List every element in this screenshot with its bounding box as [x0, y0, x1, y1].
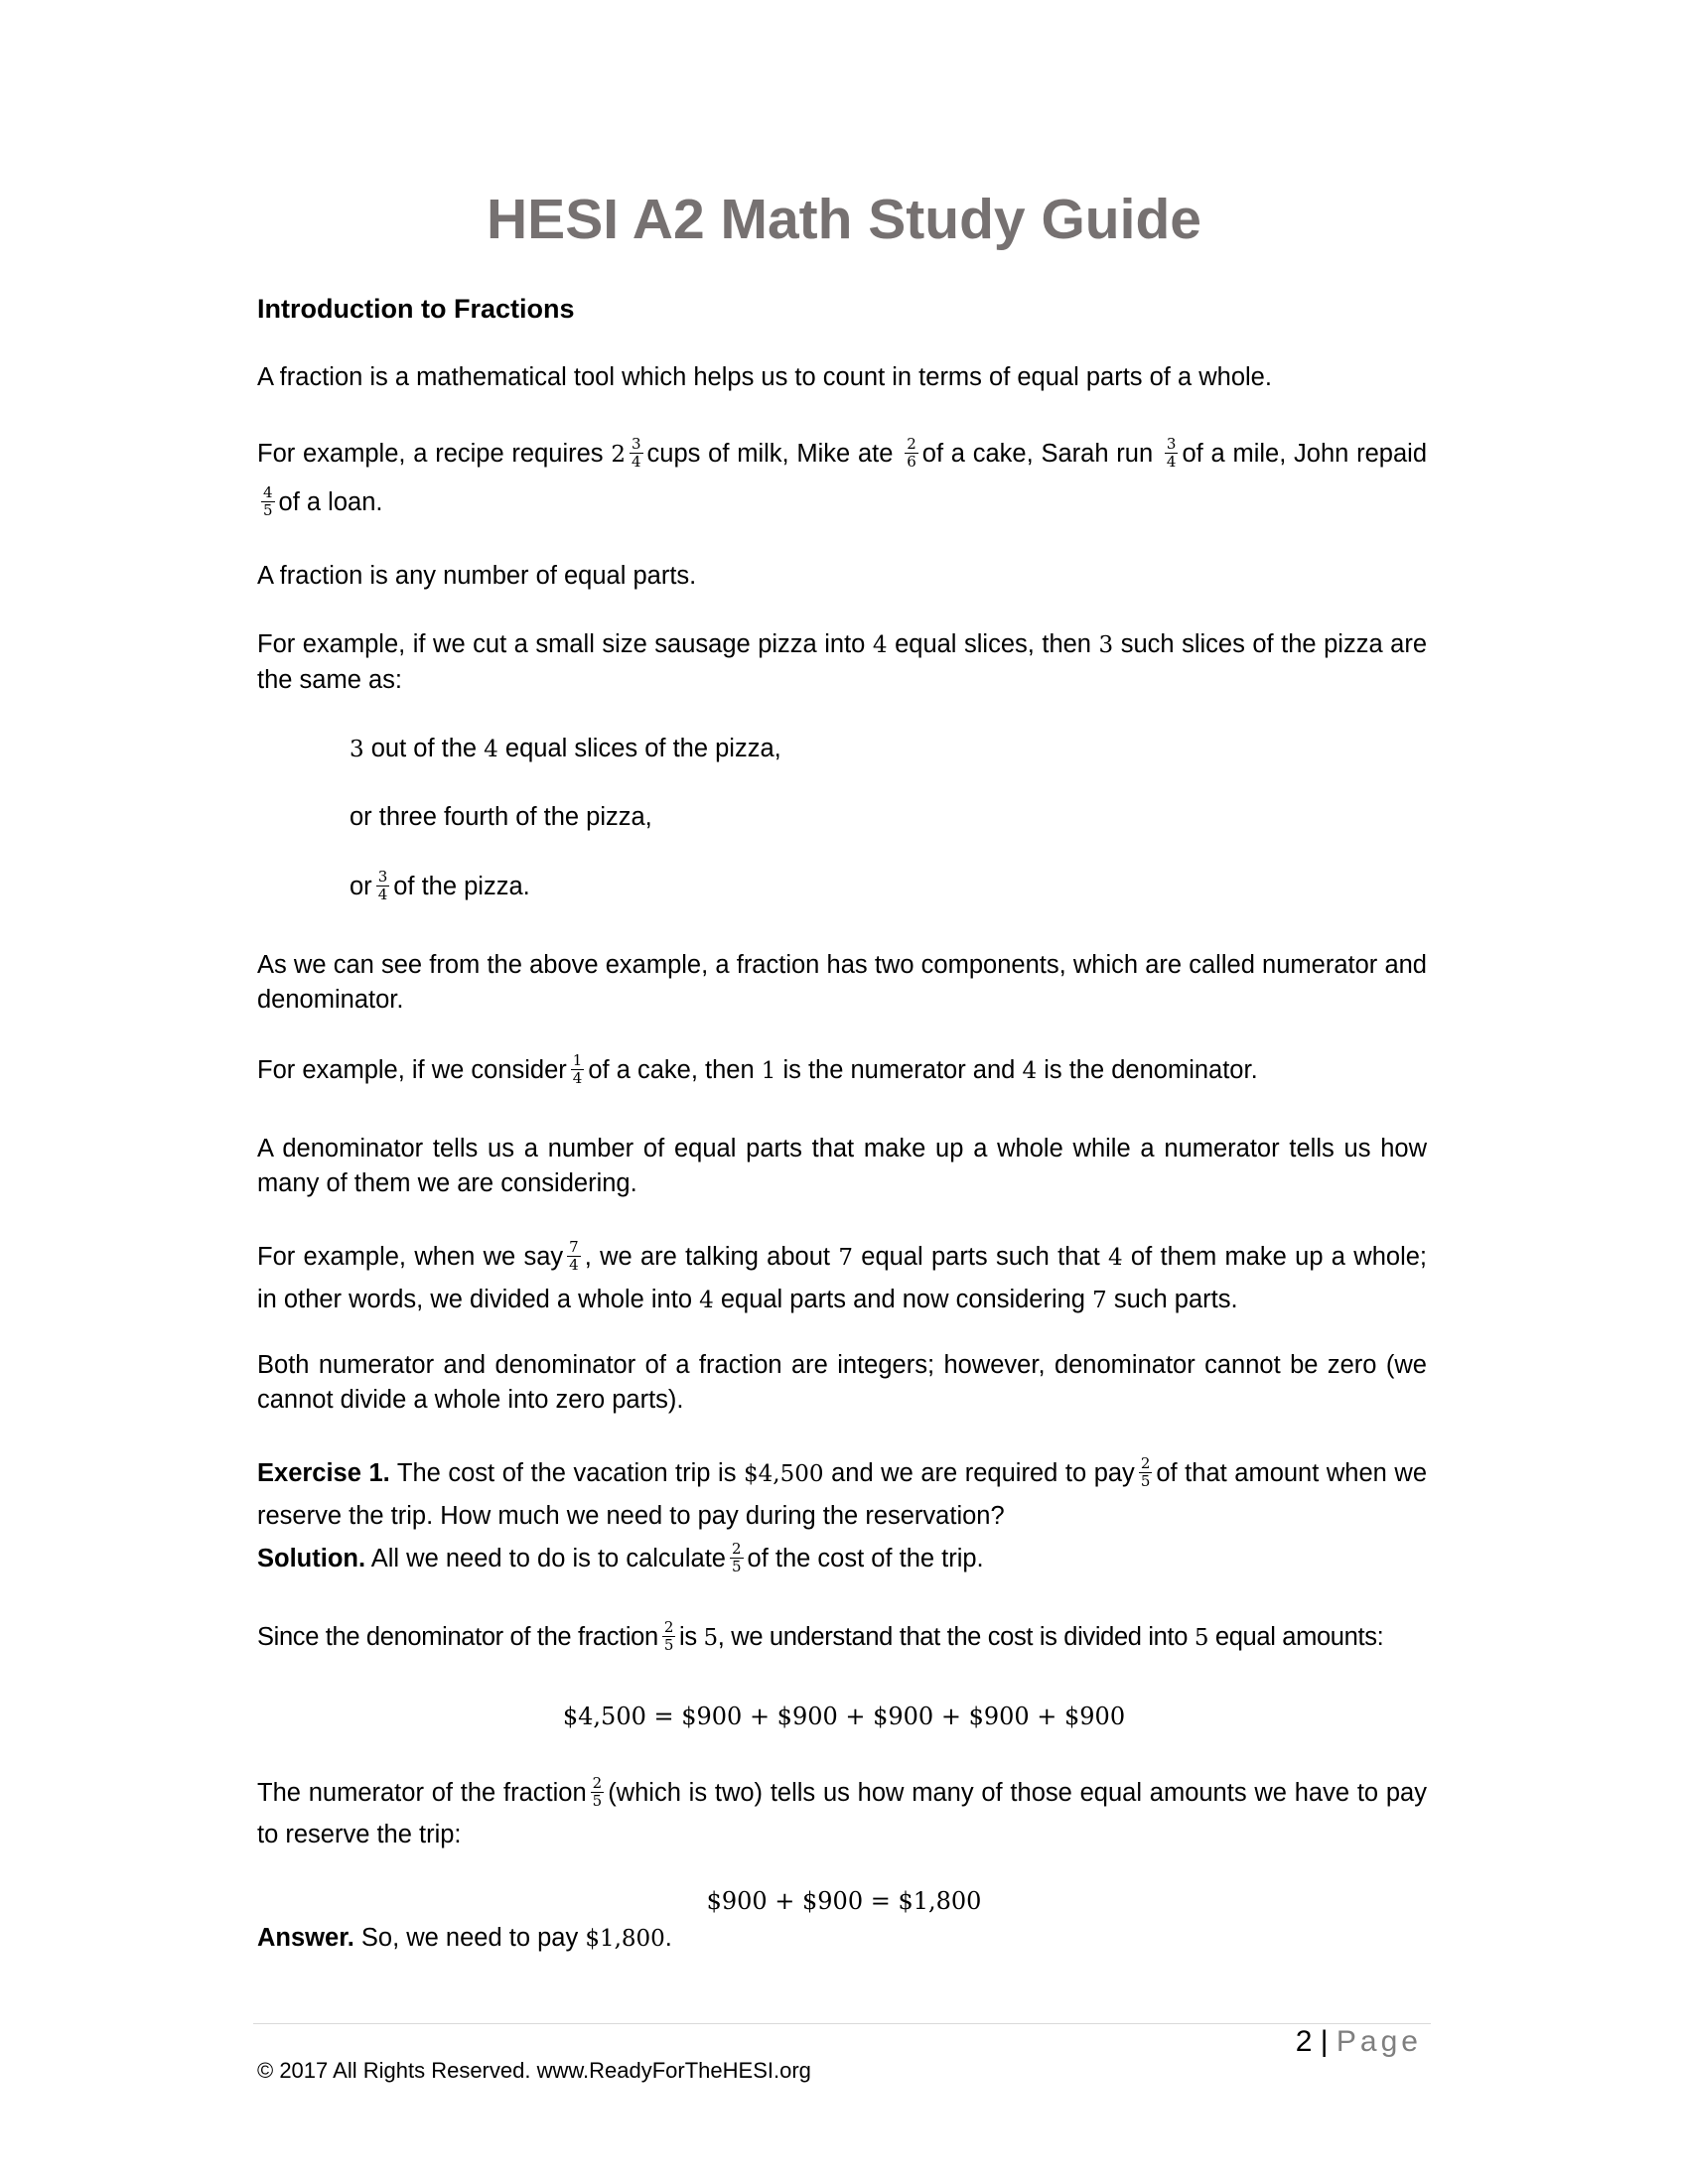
list-item: 3 out of the 4 equal slices of the pizza, [350, 735, 781, 762]
list-item: or three fourth of the pizza, [350, 803, 652, 831]
page-number: 2 | Page [1295, 2025, 1422, 2058]
equation-split: $4,500 = $900 + $900 + $900 + $900 + $900 [562, 1703, 1126, 1730]
fraction: $\frac{1}{4}$ [572, 1050, 583, 1087]
fraction: $\frac{2}{6}$ [907, 434, 916, 471]
paragraph-numerator-pay: The numerator of the fraction $\frac{2}{5}$ (which is two) tells us how many of those equal amounts we have to pay to reserve the trip: [257, 1773, 1427, 1848]
section-heading: Introduction to Fractions [257, 294, 575, 324]
paragraph-cake-example: For example, if we consider $\frac{1}{4}$ of a cake, then 1 is the numerator and 4 is the denominator. [257, 1050, 1258, 1087]
solution: Solution. All we need to do is to calculate $\frac{2}{5}$ of the cost of the trip. [257, 1539, 984, 1575]
paragraph-pizza-example: For example, if we cut a small size sausage pizza into 4 equal slices, then 3 such slices of the pizza are the same as: [257, 630, 1428, 694]
list-item: or $\frac{3}{4}$ of the pizza. [350, 867, 530, 903]
paragraph-definition: A fraction is a mathematical tool which helps us to count in terms of equal parts of a whole. [257, 363, 1272, 391]
fraction: $\frac{2}{5}$ [592, 1773, 603, 1810]
fraction: $\frac{2}{5}$ [1140, 1453, 1151, 1490]
paragraph-examples: For example, a recipe requires 2 $\frac{3}{4}$ cups of milk, Mike ate $\frac{2}{6}$ of a cake, Sarah run $\frac{3}{4}$ of a mile, John repaid $\frac{4}{5}$ of a loan. [257, 434, 1428, 519]
paragraph-divide-five: Since the denominator of the fraction $\frac{2}{5}$ is 5, we understand that the cost is divided into 5 equal amounts: [257, 1617, 1384, 1654]
fraction: $\frac{3}{4}$ [631, 434, 641, 471]
paragraph-seven-fourths: For example, when we say $\frac{7}{4}$ , we are talking about 7 equal parts such that 4 of them make up a whole; in other words, we divided a whole into 4 equal parts and now considering 7 such parts. [257, 1237, 1428, 1313]
fraction: $\frac{4}{5}$ [263, 482, 273, 519]
fraction: $\frac{2}{5}$ [663, 1617, 674, 1654]
footer-divider [253, 2023, 1431, 2024]
paragraph-denominator: A denominator tells us a number of equal parts that make up a whole while a numerator tells us how many of them we are considering. [257, 1135, 1427, 1197]
fraction: $\frac{2}{5}$ [731, 1539, 742, 1575]
paragraph-components: As we can see from the above example, a fraction has two components, which are called numerator and denominator. [257, 951, 1427, 1014]
fraction: $\frac{7}{4}$ [569, 1237, 579, 1274]
fraction: $\frac{3}{4}$ [1166, 434, 1177, 471]
fraction: $\frac{3}{4}$ [377, 867, 388, 903]
answer: Answer. So, we need to pay $1,800. [257, 1924, 672, 1952]
exercise-1: Exercise 1. The cost of the vacation trip is $4,500 and we are required to pay $\frac{2}{5}$ of that amount when we reserve the trip. How much we need to pay during the reservation? [257, 1453, 1428, 1530]
equation-sum: $900 + $900 = $1,800 [706, 1887, 982, 1915]
paragraph-equal-parts: A fraction is any number of equal parts. [257, 562, 697, 590]
footer-copyright: © 2017 All Rights Reserved. www.ReadyForTheHESI.org [257, 2058, 811, 2083]
paragraph-integers: Both numerator and denominator of a fraction are integers; however, denominator cannot be zero (we cannot divide a whole into zero parts). [257, 1351, 1427, 1414]
page-title: HESI A2 Math Study Guide [487, 188, 1201, 251]
